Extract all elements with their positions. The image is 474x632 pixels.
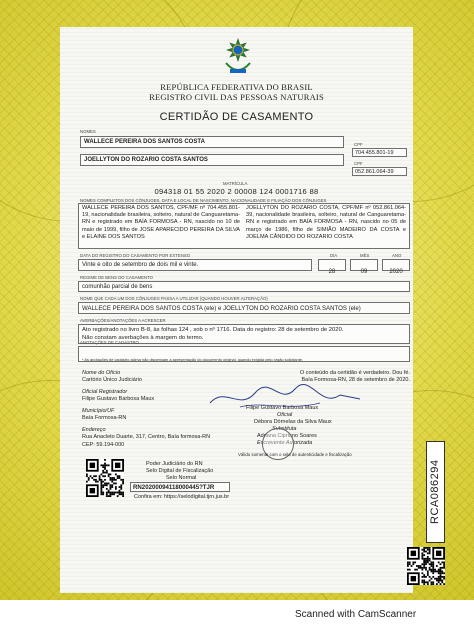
selo-line2: Selo Digital de Fiscalização: [146, 468, 214, 474]
month-value: 09: [360, 269, 368, 275]
spouse1-details: WALLECE PEREIRA DOS SANTOS, CPF/MF nº 704.455.801-19, nacionalidade brasileira, solteiro, natural de Canguaretama-RN e registrado em BAÍA FORMOSA - RN, nascido no 10 de maio de 1999, filho de JOSE APARECIDO PEREIRA DA SILVA e ELAINE DOS SANTOS: [82, 205, 240, 240]
cpf1-box: [352, 148, 407, 157]
registration-date-label: DATA DO REGISTRO DO CASAMENTO POR EXTENSO: [80, 253, 191, 258]
signer3-name: Adriana Cipriano Soares: [257, 433, 317, 439]
matricula-number: 094318 01 55 2020 2 00008 124 0001716 88: [154, 187, 319, 196]
regime-value: comunhão parcial de bens: [82, 284, 153, 290]
officer-name: Filipe Gustavo Barbosa Maux: [82, 396, 155, 402]
signer1-role: Oficial: [277, 412, 293, 418]
regime-label: REGIME DE BENS DO CASAMENTO: [80, 275, 153, 280]
coat-of-arms-icon: [222, 37, 254, 77]
validity-note: Válido somente com o selo de autenticidade e fiscalização: [238, 452, 352, 457]
year-box: [382, 259, 410, 275]
cep-value: CEP: 59.194-000: [82, 442, 125, 448]
registration-date-box: [78, 259, 312, 271]
camscanner-footer: Scanned with CamScanner: [295, 609, 417, 620]
attest-line2: Baía Formosa-RN, 28 de setembro de 2020.: [301, 377, 410, 383]
cadastro-label: ANOTAÇÕES DE CADASTRO: [80, 340, 139, 345]
selo-line3: Selo Normal: [166, 475, 197, 481]
day-box: [318, 259, 346, 275]
cpf2-value: 052.861.064-39: [355, 169, 394, 175]
names-after-box: [78, 302, 410, 314]
year-label: ANO: [392, 253, 402, 258]
address-value: Rua Anacleto Duarte, 317, Centro, Baía formosa-RN: [82, 434, 211, 440]
averbacoes-line1: Ato registrado no livro B-8, às folhas 124 , sob o nº 1716. Data do registro: 28 de setembro de 2020.: [82, 327, 344, 333]
spouse1-name: WALLECE PEREIRA DOS SANTOS COSTA: [84, 139, 205, 145]
parties-label: NOMES COMPLETOS DOS CÔNJUGES, DATA E LOCAL DE NASCIMENTO, NACIONALIDADE E FILIAÇÃO DOS CÔNJUGES: [80, 198, 327, 203]
office-name-label: Nome do Ofício: [82, 370, 121, 376]
signer1-name: Filipe Gustavo Barbosa Maux: [246, 405, 319, 411]
selo-confirm: Confira em: https://selodigital.tjrn.jus.br: [134, 494, 230, 500]
certificate-title: CERTIDÃO DE CASAMENTO: [159, 111, 314, 123]
address-label: Endereço: [82, 427, 106, 433]
registration-date-text: Vinte e oito de setembro de dois mil e vinte.: [82, 262, 199, 268]
selo-code: RN20200094118000445?TJR: [133, 484, 215, 491]
averbacoes-line2: Não constam averbações à margem do termo.: [82, 335, 204, 341]
vertical-code: RCA086294: [429, 459, 441, 525]
city-label: Município/UF: [82, 408, 115, 414]
selo-code-box: [130, 482, 230, 492]
matricula-label: MATRÍCULA: [223, 181, 248, 186]
month-label: MÊS: [360, 253, 370, 258]
regime-box: [78, 281, 410, 292]
cpf2-label: CPF: [354, 161, 363, 166]
names-after-label: NOME QUE CADA UM DOS CÔNJUGES PASSA A UTILIZAR (QUANDO HOUVER ALTERAÇÃO): [80, 296, 268, 301]
day-label: DIA: [330, 253, 338, 258]
signer2-role: Substituta: [272, 426, 297, 432]
month-box: [350, 259, 378, 275]
signer3-role: Escrevente Autorizada: [257, 440, 313, 446]
signer2-name: Débora Dórnelas da Silva Maux: [254, 419, 332, 425]
selo-line1: Poder Judiciário do RN: [146, 461, 203, 467]
republic-heading: REPÚBLICA FEDERATIVA DO BRASIL: [160, 82, 313, 92]
averbacoes-label: AVERBAÇÕES/ANOTAÇÕES A ACRESCER: [80, 318, 166, 323]
spouse1-box: [80, 136, 344, 148]
selo-qr-code: [86, 459, 124, 497]
spouse2-name: JOELLYTON DO ROZARIO COSTA SANTOS: [84, 157, 208, 163]
cpf1-value: 704.455.801-19: [355, 150, 394, 156]
cadastro-note: * As anotações de cadastro acima não dispensam a apresentação do documento original, quando exigida pelo órgão solicitante.: [82, 357, 304, 362]
cpf2-box: [352, 167, 407, 176]
city-name: Baía Formosa-RN: [82, 415, 127, 421]
names-label: NOMES: [80, 129, 96, 134]
registry-heading: REGISTRO CIVIL DAS PESSOAS NATURAIS: [149, 92, 324, 102]
attest-line1: O conteúdo da certidão é verdadeiro. Dou fé.: [299, 370, 410, 376]
spouse2-box: [80, 154, 344, 166]
officer-label: Oficial Registrador: [82, 389, 128, 395]
names-after-value: WALLECE PEREIRA DOS SANTOS COSTA (ele) e JOELLYTON DO ROZARIO COSTA SANTOS (ele): [82, 305, 361, 312]
bottom-qr-code: [407, 547, 445, 585]
day-value: 28: [328, 269, 336, 275]
office-name: Cartório Único Judiciário: [82, 377, 142, 383]
spouse2-details: JOELLYTON DO ROZARIO COSTA, CPF/MF nº 052.861.064-39, nacionalidade brasileira, solteiro, natural de Canguaretama-RN e registrado em BAÍA FORMOSA - RN, nascido no 05 de março de 1986, filho de SIMIÃO MADEIRO DA COSTA e JOELMA CÂNDIDO DO ROZARIO COSTA: [246, 205, 406, 240]
cpf1-label: CPF: [354, 142, 363, 147]
year-value: 2020: [389, 269, 403, 275]
